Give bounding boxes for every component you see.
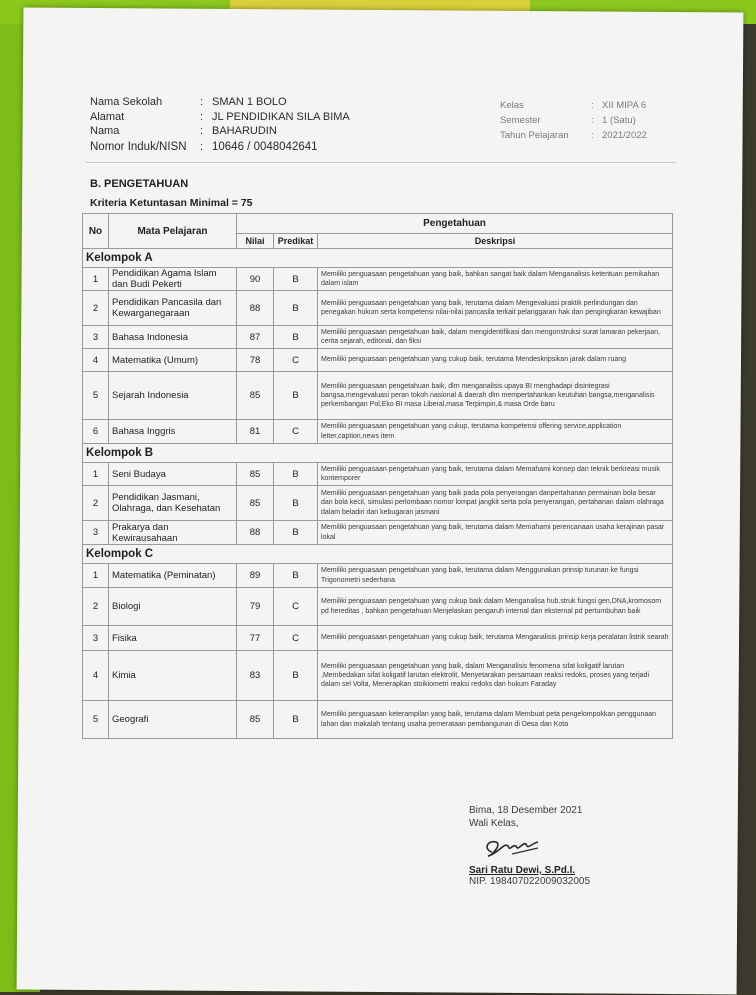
header-divider: [86, 162, 676, 163]
header-subject: Mata Pelajaran: [109, 214, 237, 249]
row-no: 4: [83, 651, 109, 701]
place-date: Bima, 18 Desember 2021: [469, 805, 583, 816]
class-value: XII MIPA 6: [602, 100, 647, 111]
table-row: [83, 486, 673, 521]
row-subject: Prakarya dan Kewirausahaan: [109, 521, 237, 545]
row-description: Memiliki penguasaan pengetahuan baik, dlm menganalisis upaya BI menghadapi disintegrasi bangsa,mengevaluasi peran tokoh nasional & daerah dlm mempertahankan keutuhan bangsa,menganalisis perkembangan Pol,Eko BI masa Liberal,masa Terpimpin,& masa Orde baru: [318, 372, 673, 420]
table-row: [83, 521, 673, 545]
row-description: Memiliki penguasaan pengetahuan yang baik, bahkan sangat baik dalam Menganalisis ketentuan pernikahan dalam islam: [318, 268, 673, 291]
section-title: B. PENGETAHUAN: [90, 178, 189, 190]
row-grade: B: [274, 486, 318, 521]
row-score: 78: [237, 349, 274, 372]
nisn-value: 10646 / 0048042641: [212, 141, 318, 153]
table-row: [83, 564, 673, 588]
group-label: Kelompok A: [83, 249, 673, 268]
table-row: [83, 463, 673, 486]
row-grade: B: [274, 268, 318, 291]
row-no: 1: [83, 463, 109, 486]
colon: :: [591, 100, 594, 111]
class-label: Kelas: [500, 100, 524, 111]
colon: :: [591, 130, 594, 141]
row-subject: Geografi: [109, 701, 237, 739]
colon: :: [200, 111, 204, 123]
knowledge-table: [82, 213, 673, 739]
row-description: Memiliki penguasaan pengetahuan yang baik, dalam Menganalisis fenomena sifat koligatif larutan ,Membedakan sifat koligatif larutan elektrolit, Menyetarakan persamaan reaksi redoks, proses yang terjadi dalam sel Volta, Menerapkan stoikiometri reaksi redoks dan hukum Faraday: [318, 651, 673, 701]
table-row: [83, 420, 673, 444]
row-description: Memiliki penguasaan pengetahuan yang baik, terutama dalam Memahami konsep dan teknik berkreasi musik kontemporer: [318, 463, 673, 486]
row-no: 1: [83, 564, 109, 588]
semester-value: 1 (Satu): [602, 115, 636, 126]
row-description: Memiliki penguasaan pengetahuan baik, dalam mengidentifikasi dan mengonstruksi surat lamaran pekerjaan, cerita sejarah, editorial, dan fiksi: [318, 326, 673, 349]
group-row: [83, 249, 673, 268]
row-no: 5: [83, 701, 109, 739]
row-grade: B: [274, 651, 318, 701]
group-row: [83, 545, 673, 564]
row-no: 2: [83, 291, 109, 326]
row-no: 2: [83, 588, 109, 626]
signer-nip: NIP. 198407022009032005: [469, 876, 591, 887]
year-value: 2021/2022: [602, 130, 647, 141]
name-value: BAHARUDIN: [212, 125, 277, 137]
row-score: 88: [237, 521, 274, 545]
row-subject: Matematika (Peminatan): [109, 564, 237, 588]
row-score: 83: [237, 651, 274, 701]
semester-label: Semester: [500, 115, 541, 126]
row-score: 81: [237, 420, 274, 444]
row-subject: Pendidikan Jasmani, Olahraga, dan Kesehatan: [109, 486, 237, 521]
row-score: 85: [237, 486, 274, 521]
header-knowledge: Pengetahuan: [237, 214, 673, 234]
header-score: Nilai: [237, 234, 274, 249]
nisn-label: Nomor Induk/NISN: [90, 141, 187, 153]
row-subject: Pendidikan Agama Islam dan Budi Pekerti: [109, 268, 237, 291]
row-no: 4: [83, 349, 109, 372]
row-description: Memiliki penguasaan pengetahuan yang baik, terutama dalam Mengevaluasi praktik perlindungan dan penegakan hukum serta kompetensi nilai-nilai pancasila terkait pelanggaran hak dan pengingkaran kewajiban: [318, 291, 673, 326]
name-label: Nama: [90, 125, 120, 137]
row-no: 3: [83, 326, 109, 349]
year-label: Tahun Pelajaran: [500, 130, 569, 141]
kkm-text: Kriteria Ketuntasan Minimal = 75: [90, 197, 253, 209]
row-grade: B: [274, 463, 318, 486]
row-description: Memiliki penguasaan pengetahuan yang cukup baik, terutama Mendeskripsikan jarak dalam ruang: [318, 349, 673, 372]
row-no: 5: [83, 372, 109, 420]
row-score: 85: [237, 372, 274, 420]
colon: :: [200, 96, 204, 108]
row-subject: Kimia: [109, 651, 237, 701]
row-description: Memiliki penguasaan pengetahuan yang cukup baik, terutama Menganalisis prinsip kerja peralatan listrik searah: [318, 626, 673, 651]
row-score: 88: [237, 291, 274, 326]
row-score: 85: [237, 463, 274, 486]
colon: :: [200, 125, 204, 137]
header-grade: Predikat: [274, 234, 318, 249]
row-subject: Bahasa Indonesia: [109, 326, 237, 349]
row-grade: C: [274, 588, 318, 626]
row-grade: B: [274, 564, 318, 588]
row-grade: B: [274, 291, 318, 326]
row-score: 77: [237, 626, 274, 651]
table-row: [83, 372, 673, 420]
row-grade: C: [274, 626, 318, 651]
row-description: Memiliki penguasaan pengetahuan yang cukup baik dalam Menganalisa hub.struk fungsi gen,DNA,kromosom pd hereditas , bahkan pengetahuan Menjelaskan pengaruh internal dan eksternal pd pertumbuhan baik: [318, 588, 673, 626]
colon: :: [200, 141, 204, 153]
table-row: [83, 326, 673, 349]
school-value: SMAN 1 BOLO: [212, 96, 287, 108]
row-score: 90: [237, 268, 274, 291]
row-no: 3: [83, 626, 109, 651]
address-value: JL PENDIDIKAN SILA BIMA: [212, 111, 350, 123]
table-row: [83, 701, 673, 739]
row-subject: Matematika (Umum): [109, 349, 237, 372]
row-grade: C: [274, 349, 318, 372]
row-score: 85: [237, 701, 274, 739]
table-row: [83, 626, 673, 651]
row-score: 89: [237, 564, 274, 588]
row-grade: B: [274, 701, 318, 739]
row-grade: B: [274, 521, 318, 545]
row-description: Memiliki penguasaan pengetahuan yang baik, terutama dalam Menggunakan prinsip turunan ke fungsi Trigonometri sederhana: [318, 564, 673, 588]
row-grade: C: [274, 420, 318, 444]
row-subject: Sejarah Indonesia: [109, 372, 237, 420]
handwritten-signature: [478, 832, 548, 862]
row-no: 2: [83, 486, 109, 521]
row-no: 3: [83, 521, 109, 545]
table-row: [83, 588, 673, 626]
row-grade: B: [274, 372, 318, 420]
group-label: Kelompok B: [83, 444, 673, 463]
row-description: Memiliki penguasaan pengetahuan yang baik pada pola penyerangan danpertahanan permainan bola besar dan bola kecil, simulasi perlombaan nomor lompat jangkit serta pola penyerangan, pertahanan dalam olahraga dalam beladiri dan kebugaran jasmani: [318, 486, 673, 521]
row-subject: Pendidikan Pancasila dan Kewarganegaraan: [109, 291, 237, 326]
header-no: No: [83, 214, 109, 249]
table-row: [83, 349, 673, 372]
header-description: Deskripsi: [318, 234, 673, 249]
row-score: 87: [237, 326, 274, 349]
row-subject: Bahasa Inggris: [109, 420, 237, 444]
signer-role: Wali Kelas,: [469, 818, 519, 829]
row-description: Memiliki penguasaan pengetahuan yang cukup, terutama kompetensi offering service,application letter,caption,news item: [318, 420, 673, 444]
table-row: [83, 651, 673, 701]
row-description: Memiliki penguasaan pengetahuan yang baik, terutama dalam Memahami perencanaan usaha kerajinan pasar lokal: [318, 521, 673, 545]
row-score: 79: [237, 588, 274, 626]
row-description: Memiliki penguasaan keterampilan yang baik, terutama dalam Membuat peta pengelompokkan penggunaan lahan dan makalah tentang usaha pemerataan pembangunan di Desa dan Kota: [318, 701, 673, 739]
table-row: [83, 291, 673, 326]
group-label: Kelompok C: [83, 545, 673, 564]
table-row: [83, 268, 673, 291]
row-subject: Fisika: [109, 626, 237, 651]
signer-name: Sari Ratu Dewi, S.Pd.I.: [469, 865, 576, 876]
row-grade: B: [274, 326, 318, 349]
row-no: 6: [83, 420, 109, 444]
colon: :: [591, 115, 594, 126]
address-label: Alamat: [90, 111, 125, 123]
row-subject: Biologi: [109, 588, 237, 626]
row-no: 1: [83, 268, 109, 291]
row-subject: Seni Budaya: [109, 463, 237, 486]
group-row: [83, 444, 673, 463]
school-label: Nama Sekolah: [90, 96, 163, 108]
